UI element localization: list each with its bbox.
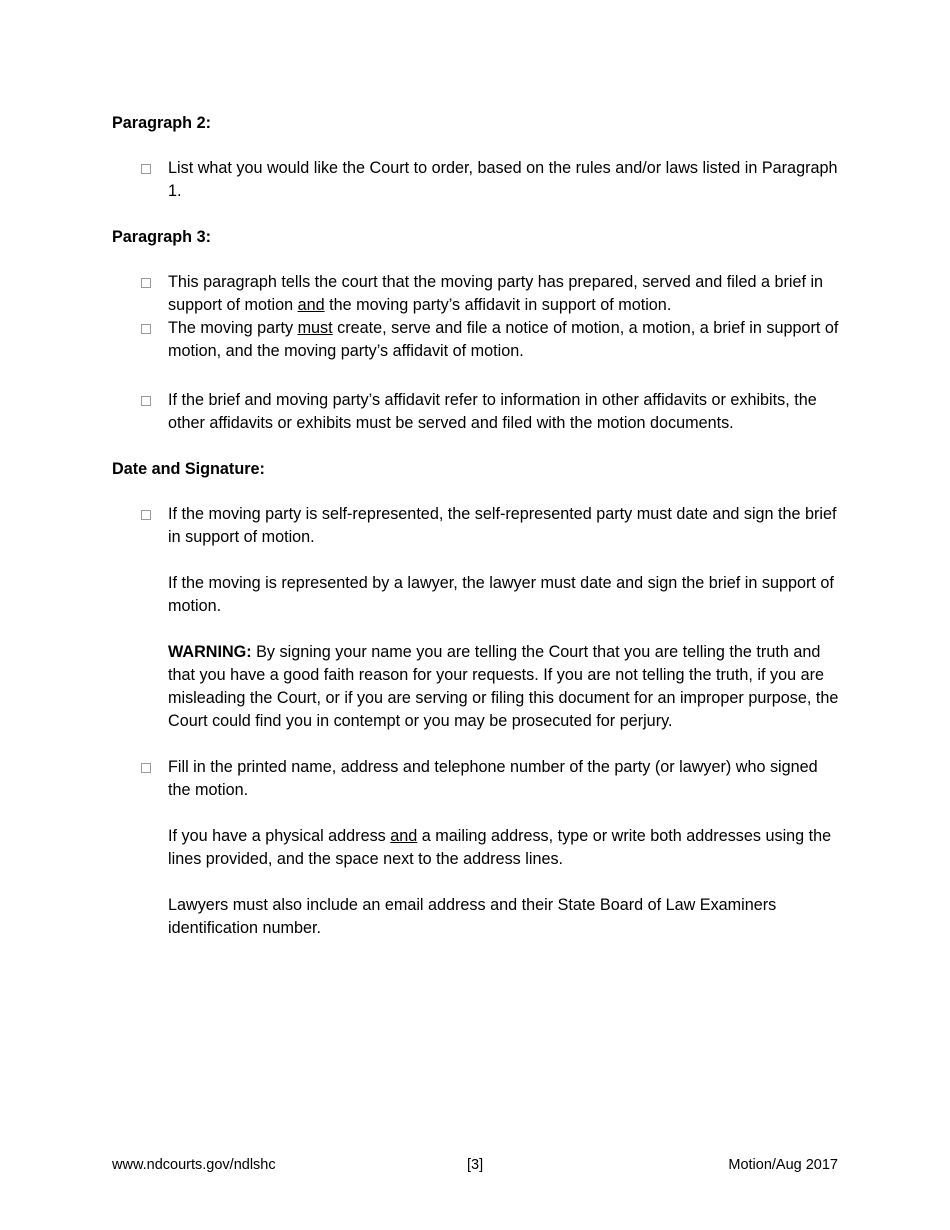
text-run: If you have a physical address — [168, 827, 391, 845]
date-signature-list — [112, 503, 842, 940]
checkbox-icon — [141, 510, 151, 520]
text-run: The moving party — [168, 319, 298, 337]
list-item-text: If the moving party is self-represented, the self-represented party must date and sign the brief in support of motion. — [168, 505, 837, 546]
checkbox-icon — [141, 164, 151, 174]
list-item — [112, 503, 842, 733]
list-item — [112, 389, 842, 435]
list-item-text: If the brief and moving party’s affidavit refer to information in other affidavits or exhibits, the other affidavits or exhibits must be served and filed with the motion documents. — [168, 391, 817, 432]
text-run: This paragraph tells the court that the moving party has prepared, served and filed a brief in support of motion — [168, 273, 824, 314]
checkbox-icon — [141, 396, 151, 406]
list-item-paragraph — [168, 825, 842, 871]
list-item — [112, 271, 842, 317]
list-item — [112, 157, 842, 203]
paragraph-3-heading: Paragraph 3: — [112, 228, 211, 246]
text-run: create, serve and file a notice of motion, a motion, a brief in support of motion, and the moving party’s affidavit of motion. — [168, 319, 839, 360]
text-run: the moving party’s affidavit in support of motion. — [324, 296, 672, 314]
paragraph-2-heading: Paragraph 2: — [112, 114, 211, 132]
list-item-text — [168, 317, 842, 363]
footer-form-date: Motion/Aug 2017 — [728, 1157, 838, 1173]
list-item — [112, 756, 842, 940]
list-item-text: List what you would like the Court to order, based on the rules and/or laws listed in Paragraph 1. — [168, 159, 838, 200]
underlined-and: and — [297, 296, 325, 314]
warning-text: By signing your name you are telling the Court that you are telling the truth and that you have a good faith reason for your requests. If you are not telling the truth, if you are misleading the Court, or if you are serving or filing this document for an improper purpose, the Court could find you in contempt or you may be prosecuted for perjury. — [168, 643, 839, 730]
paragraph-3-list — [112, 271, 842, 435]
checkbox-icon — [141, 278, 151, 288]
list-item-paragraph: If the moving is represented by a lawyer, the lawyer must date and sign the brief in support of motion. — [168, 574, 834, 615]
warning-paragraph — [168, 641, 842, 733]
list-item — [112, 317, 842, 363]
text-run: a mailing address, type or write both addresses using the lines provided, and the space next to the address lines. — [168, 827, 832, 868]
footer-url: www.ndcourts.gov/ndlshc — [112, 1157, 276, 1173]
checkbox-icon — [141, 763, 151, 773]
page-footer — [112, 1154, 838, 1176]
list-item-text: Fill in the printed name, address and telephone number of the party (or lawyer) who signed the motion. — [168, 758, 818, 799]
underlined-and: and — [390, 827, 418, 845]
list-item-paragraph: Lawyers must also include an email address and their State Board of Law Examiners identification number. — [168, 896, 777, 937]
underlined-must: must — [297, 319, 333, 337]
page-number: [3] — [467, 1157, 484, 1173]
document-page — [112, 112, 842, 940]
checkbox-icon — [141, 324, 151, 334]
paragraph-2-list — [112, 157, 842, 203]
list-item-text — [168, 271, 842, 317]
date-signature-heading: Date and Signature: — [112, 460, 265, 478]
warning-label: WARNING: — [168, 643, 252, 661]
